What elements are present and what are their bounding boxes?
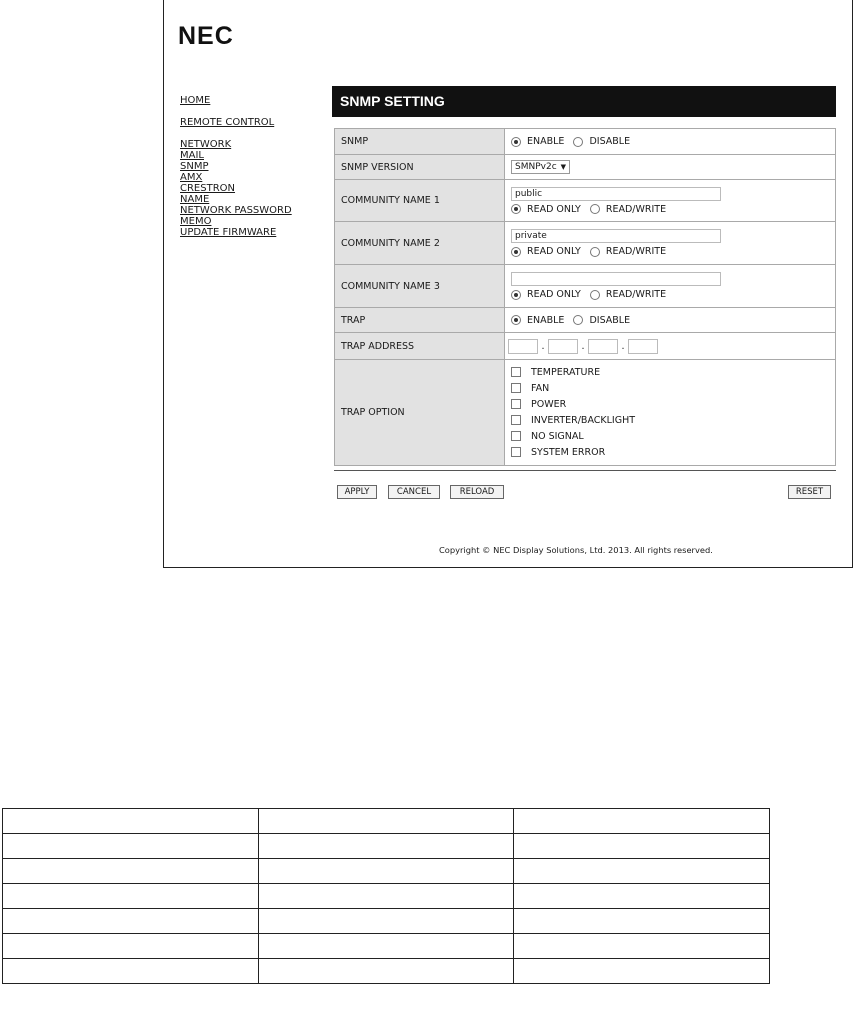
community-1-read-only-label: READ ONLY [527, 203, 581, 215]
snmp-disable-label: DISABLE [589, 136, 631, 147]
community-name-3-label: COMMUNITY NAME 3 [335, 265, 505, 308]
community-1-read-only-radio[interactable] [511, 204, 521, 214]
table-cell [3, 934, 259, 959]
trap-enable-label: ENABLE [527, 314, 565, 326]
checkbox-label: SYSTEM ERROR [531, 446, 606, 458]
community-2-read-write-label: READ/WRITE [605, 246, 667, 257]
community-1-read-write-label: READ/WRITE [605, 203, 667, 215]
checkbox-label: NO SIGNAL [531, 430, 584, 442]
nec-logo: NEC [178, 22, 234, 50]
snmp-disable-radio[interactable] [573, 137, 583, 147]
table-cell [258, 884, 514, 909]
trap-disable-radio[interactable] [573, 315, 583, 325]
community-name-1-row [335, 180, 836, 222]
table-cell [514, 859, 770, 884]
checkbox-label: INVERTER/BACKLIGHT [531, 414, 636, 426]
reload-button[interactable]: RELOAD [450, 485, 504, 499]
community-3-read-write-label: READ/WRITE [605, 289, 667, 300]
checkbox-label: TEMPERATURE [531, 366, 601, 378]
table-cell [258, 959, 514, 984]
snmp-version-value: SMNPv2c [515, 162, 557, 172]
nav-remote-control-link[interactable]: REMOTE CONTROL [180, 117, 275, 128]
community-name-3-row [335, 265, 836, 308]
table-row [3, 934, 770, 959]
empty-grid-table [2, 808, 770, 984]
table-cell [3, 909, 259, 934]
snmp-version-label: SNMP VERSION [335, 155, 505, 180]
community-name-1-label: COMMUNITY NAME 1 [335, 180, 505, 222]
snmp-enable-label: ENABLE [527, 136, 565, 147]
checkbox[interactable] [511, 447, 521, 457]
trap-disable-label: DISABLE [589, 314, 631, 326]
table-cell [514, 934, 770, 959]
community-2-read-only-label: READ ONLY [527, 246, 581, 257]
trap-address-octet-1-input[interactable] [508, 339, 538, 354]
table-cell [3, 884, 259, 909]
snmp-enable-radio[interactable] [511, 137, 521, 147]
table-cell [258, 859, 514, 884]
nav-snmp-link[interactable]: SNMP [180, 161, 209, 172]
nav-mail-link[interactable]: MAIL [180, 150, 204, 161]
trap-option-inverter-backlight[interactable] [511, 413, 829, 429]
trap-option-fan[interactable] [511, 381, 829, 397]
page-title: SNMP SETTING [332, 86, 836, 117]
community-3-read-write-radio[interactable] [590, 290, 600, 300]
trap-option-system-error[interactable] [511, 445, 829, 461]
copyright-text: Copyright © NEC Display Solutions, Ltd. 2013. All rights reserved. [439, 545, 713, 555]
snmp-version-row [335, 155, 836, 180]
trap-label: TRAP [335, 308, 505, 333]
snmp-settings-table [334, 128, 836, 466]
table-cell [514, 834, 770, 859]
nav-network-link[interactable]: NETWORK [180, 139, 232, 150]
community-name-2-row [335, 222, 836, 265]
nav-amx-link[interactable]: AMX [180, 172, 203, 183]
nav-memo-link[interactable]: MEMO [180, 216, 212, 227]
trap-row [335, 308, 836, 333]
checkbox-label: FAN [531, 382, 550, 394]
snmp-row [335, 129, 836, 155]
ip-separator: . [541, 340, 545, 352]
table-cell [3, 809, 259, 834]
checkbox[interactable] [511, 367, 521, 377]
trap-address-octet-2-input[interactable] [548, 339, 578, 354]
trap-option-label: TRAP OPTION [335, 360, 505, 466]
table-cell [514, 959, 770, 984]
table-cell [258, 834, 514, 859]
trap-address-octet-3-input[interactable] [588, 339, 618, 354]
community-2-read-write-radio[interactable] [590, 247, 600, 257]
community-name-2-label: COMMUNITY NAME 2 [335, 222, 505, 265]
ip-separator: . [621, 340, 625, 352]
checkbox[interactable] [511, 415, 521, 425]
table-cell [514, 884, 770, 909]
community-1-read-write-radio[interactable] [590, 204, 600, 214]
community-3-read-only-label: READ ONLY [527, 289, 581, 300]
table-cell [3, 959, 259, 984]
sidebar-nav [180, 95, 292, 238]
trap-option-no-signal[interactable] [511, 429, 829, 445]
nav-network-password-link[interactable]: NETWORK PASSWORD [180, 205, 292, 216]
nav-crestron-link[interactable]: CRESTRON [180, 183, 236, 194]
checkbox[interactable] [511, 431, 521, 441]
table-cell [258, 934, 514, 959]
nav-home-link[interactable]: HOME [180, 95, 211, 106]
table-cell [258, 809, 514, 834]
web-console-frame [163, 0, 853, 568]
table-row [3, 909, 770, 934]
community-3-read-only-radio[interactable] [511, 290, 521, 300]
table-cell [514, 809, 770, 834]
table-row [3, 834, 770, 859]
ip-separator: . [581, 340, 585, 352]
checkbox[interactable] [511, 383, 521, 393]
community-name-2-input[interactable]: private [511, 229, 721, 243]
cancel-button[interactable]: CANCEL [388, 485, 440, 499]
community-name-1-input[interactable]: public [511, 187, 721, 201]
trap-option-row [335, 360, 836, 466]
apply-button[interactable]: APPLY [337, 485, 377, 499]
table-cell [514, 909, 770, 934]
table-cell [258, 909, 514, 934]
trap-address-label: TRAP ADDRESS [335, 333, 505, 360]
table-row [3, 809, 770, 834]
nav-name-link[interactable]: NAME [180, 194, 210, 205]
table-row [3, 884, 770, 909]
community-name-3-input[interactable] [511, 272, 721, 286]
checkbox-label: POWER [531, 398, 567, 410]
chevron-down-icon: ▼ [560, 163, 567, 171]
table-cell [3, 834, 259, 859]
snmp-version-select[interactable] [511, 160, 570, 174]
table-cell [3, 859, 259, 884]
trap-option-power[interactable] [511, 397, 829, 413]
trap-option-temperature[interactable] [511, 365, 829, 381]
checkbox[interactable] [511, 399, 521, 409]
nav-update-firmware-link[interactable]: UPDATE FIRMWARE [180, 227, 277, 238]
trap-address-row [335, 333, 836, 360]
table-row [3, 959, 770, 984]
snmp-label: SNMP [335, 129, 505, 155]
community-2-read-only-radio[interactable] [511, 247, 521, 257]
table-row [3, 859, 770, 884]
divider [334, 470, 836, 471]
reset-button[interactable]: RESET [788, 485, 831, 499]
trap-enable-radio[interactable] [511, 315, 521, 325]
trap-address-octet-4-input[interactable] [628, 339, 658, 354]
